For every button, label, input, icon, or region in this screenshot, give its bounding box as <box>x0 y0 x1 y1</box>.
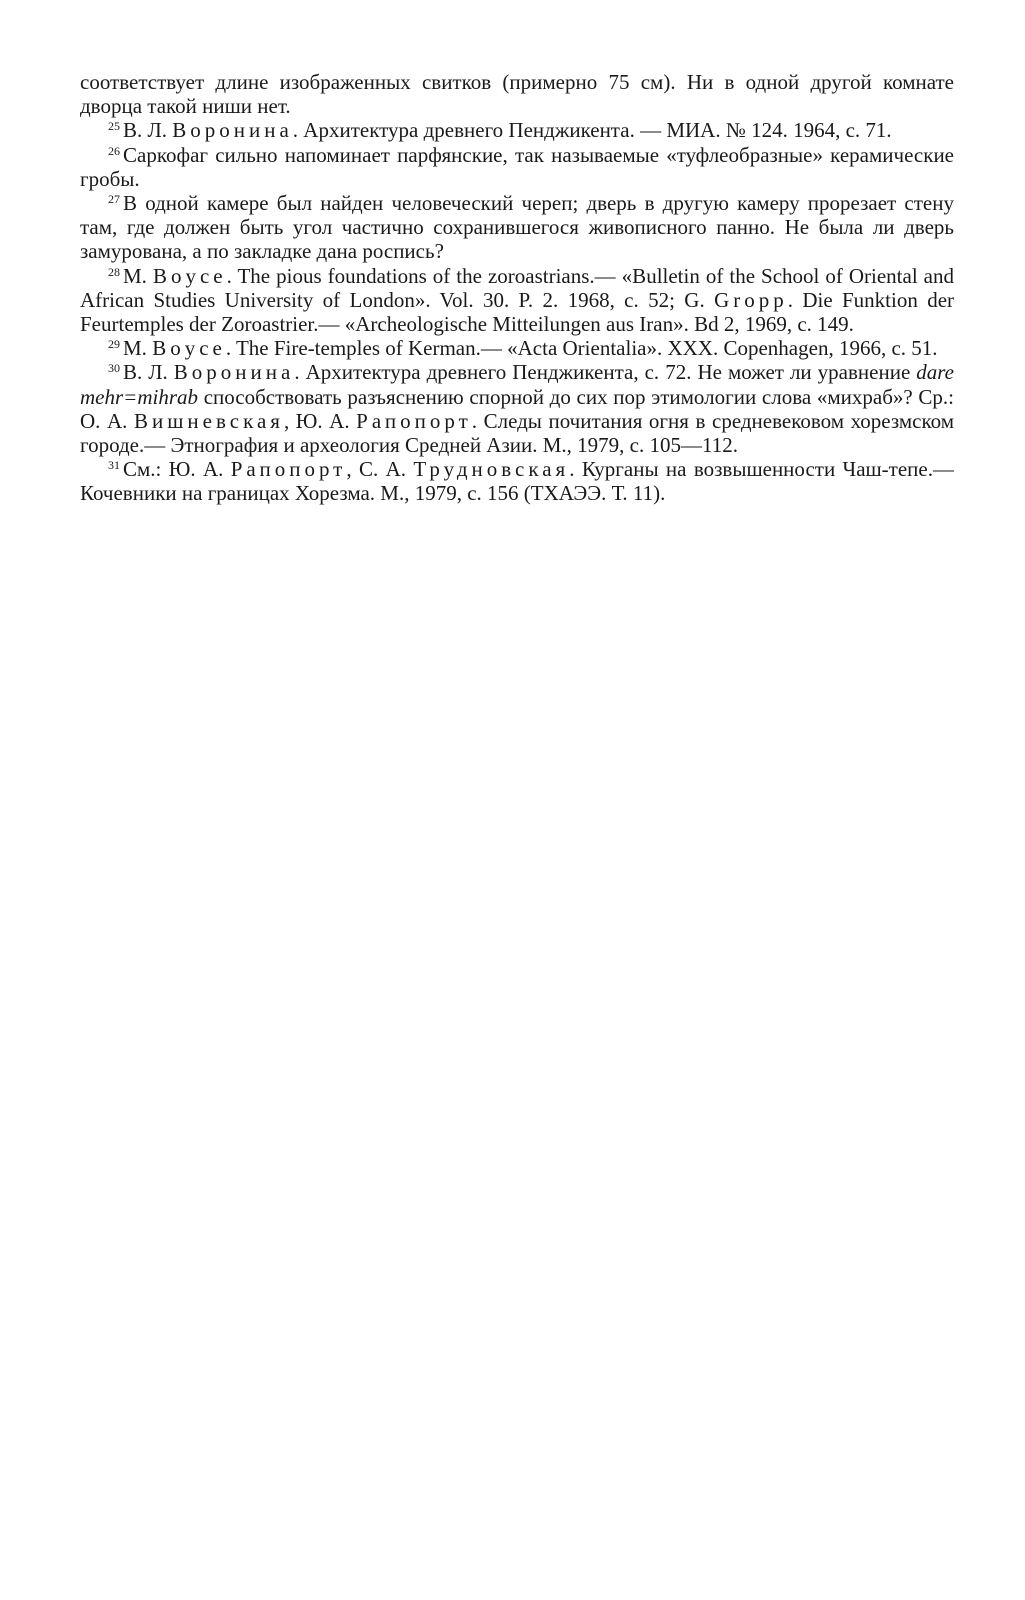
footnotes-page <box>80 70 954 506</box>
footnote-26 <box>80 143 954 191</box>
footnote-28 <box>80 264 954 337</box>
footnote-text: В. Л. <box>123 118 173 143</box>
footnote-text: В одной камере был найден человеческий череп; дверь в другую камеру прорезает стену там, где должен быть угол частично сохранившегося живописного панно. Не была ли дверь замурована, а по закладке дана роспись? <box>80 191 954 264</box>
footnote-25 <box>80 118 954 142</box>
footnote-text: . Следы почитания огня в средневековом хорезмском городе.— Этнография и археология Средней Азии. М., 1979, с. 105—112. <box>80 408 954 458</box>
author-surname: Boyce <box>152 263 227 288</box>
footnote-text: M. <box>123 263 153 288</box>
footnote-text: . Курганы на возвышенности Чаш-тепе.— Кочевники на границах Хорезма. М., 1979, с. 156 (ТХАЭЭ. Т. 11). <box>80 457 954 506</box>
author-surname: Вишневская <box>133 408 284 433</box>
footnote-29 <box>80 336 954 360</box>
author-surname: Boyce <box>152 336 226 361</box>
footnote-number: 27 <box>108 192 120 207</box>
footnote-text: См.: Ю. А. <box>123 457 231 482</box>
footnote-text: . The Fire-temples of Kerman.— «Acta Orientalia». XXX. Copenhagen, 1966, c. 51. <box>225 336 938 361</box>
footnote-number: 28 <box>108 264 120 279</box>
footnote-text: M. <box>123 336 153 361</box>
author-surname: Рапопорт <box>356 408 472 433</box>
footnote-text: соответствует длине изображенных свитков (примерно 75 см). Ни в одной другой комнате дворца такой ниши нет. <box>80 70 954 119</box>
footnote-text: Саркофаг сильно напоминает парфянские, так называемые «туфлеобразные» керамические гробы. <box>80 142 954 191</box>
footnote-number: 30 <box>108 361 120 376</box>
footnote-27 <box>80 191 954 264</box>
footnote-number: 29 <box>108 337 120 352</box>
footnote-number: 31 <box>108 458 120 473</box>
author-surname: Воронина <box>173 360 295 385</box>
author-surname: Рапопорт <box>230 457 347 482</box>
footnote-31 <box>80 457 954 505</box>
author-surname: Gropp <box>714 287 788 312</box>
footnote-text: , Ю. А. <box>283 408 357 433</box>
footnote-text: . Архитектура древнего Пенджикента. — МИА. № 124. 1964, с. 71. <box>292 118 892 143</box>
footnote-text: . Архитектура древнего Пенджикента, с. 72. Не может ли уравнение <box>294 360 917 385</box>
footnote-text: . The pious foundations of the zoroastrians.— «Bulletin of the School of Oriental and African Studies University of London». Vol. 30. P. 2. 1968, c. 52; G. <box>80 263 954 312</box>
italic-term: dare mehr=mihrab <box>80 360 954 409</box>
footnote-30 <box>80 360 954 457</box>
footnote-text: В. Л. <box>123 360 174 385</box>
footnote-continuation <box>80 70 954 118</box>
author-surname: Воронина <box>172 118 293 143</box>
footnote-number: 26 <box>108 143 120 158</box>
footnote-text: . Die Funktion der Feurtemples der Zoroastrier.— «Archeologische Mitteilungen aus Iran». Bd 2, 1969, c. 149. <box>80 287 955 337</box>
footnote-text: , С. А. <box>346 457 414 482</box>
author-surname: Трудновская <box>413 457 570 482</box>
footnote-number: 25 <box>108 119 120 134</box>
footnote-text: способствовать разъяснению спорной до сих пор этимологии слова «михраб»? Ср.: О. А. <box>80 384 954 433</box>
